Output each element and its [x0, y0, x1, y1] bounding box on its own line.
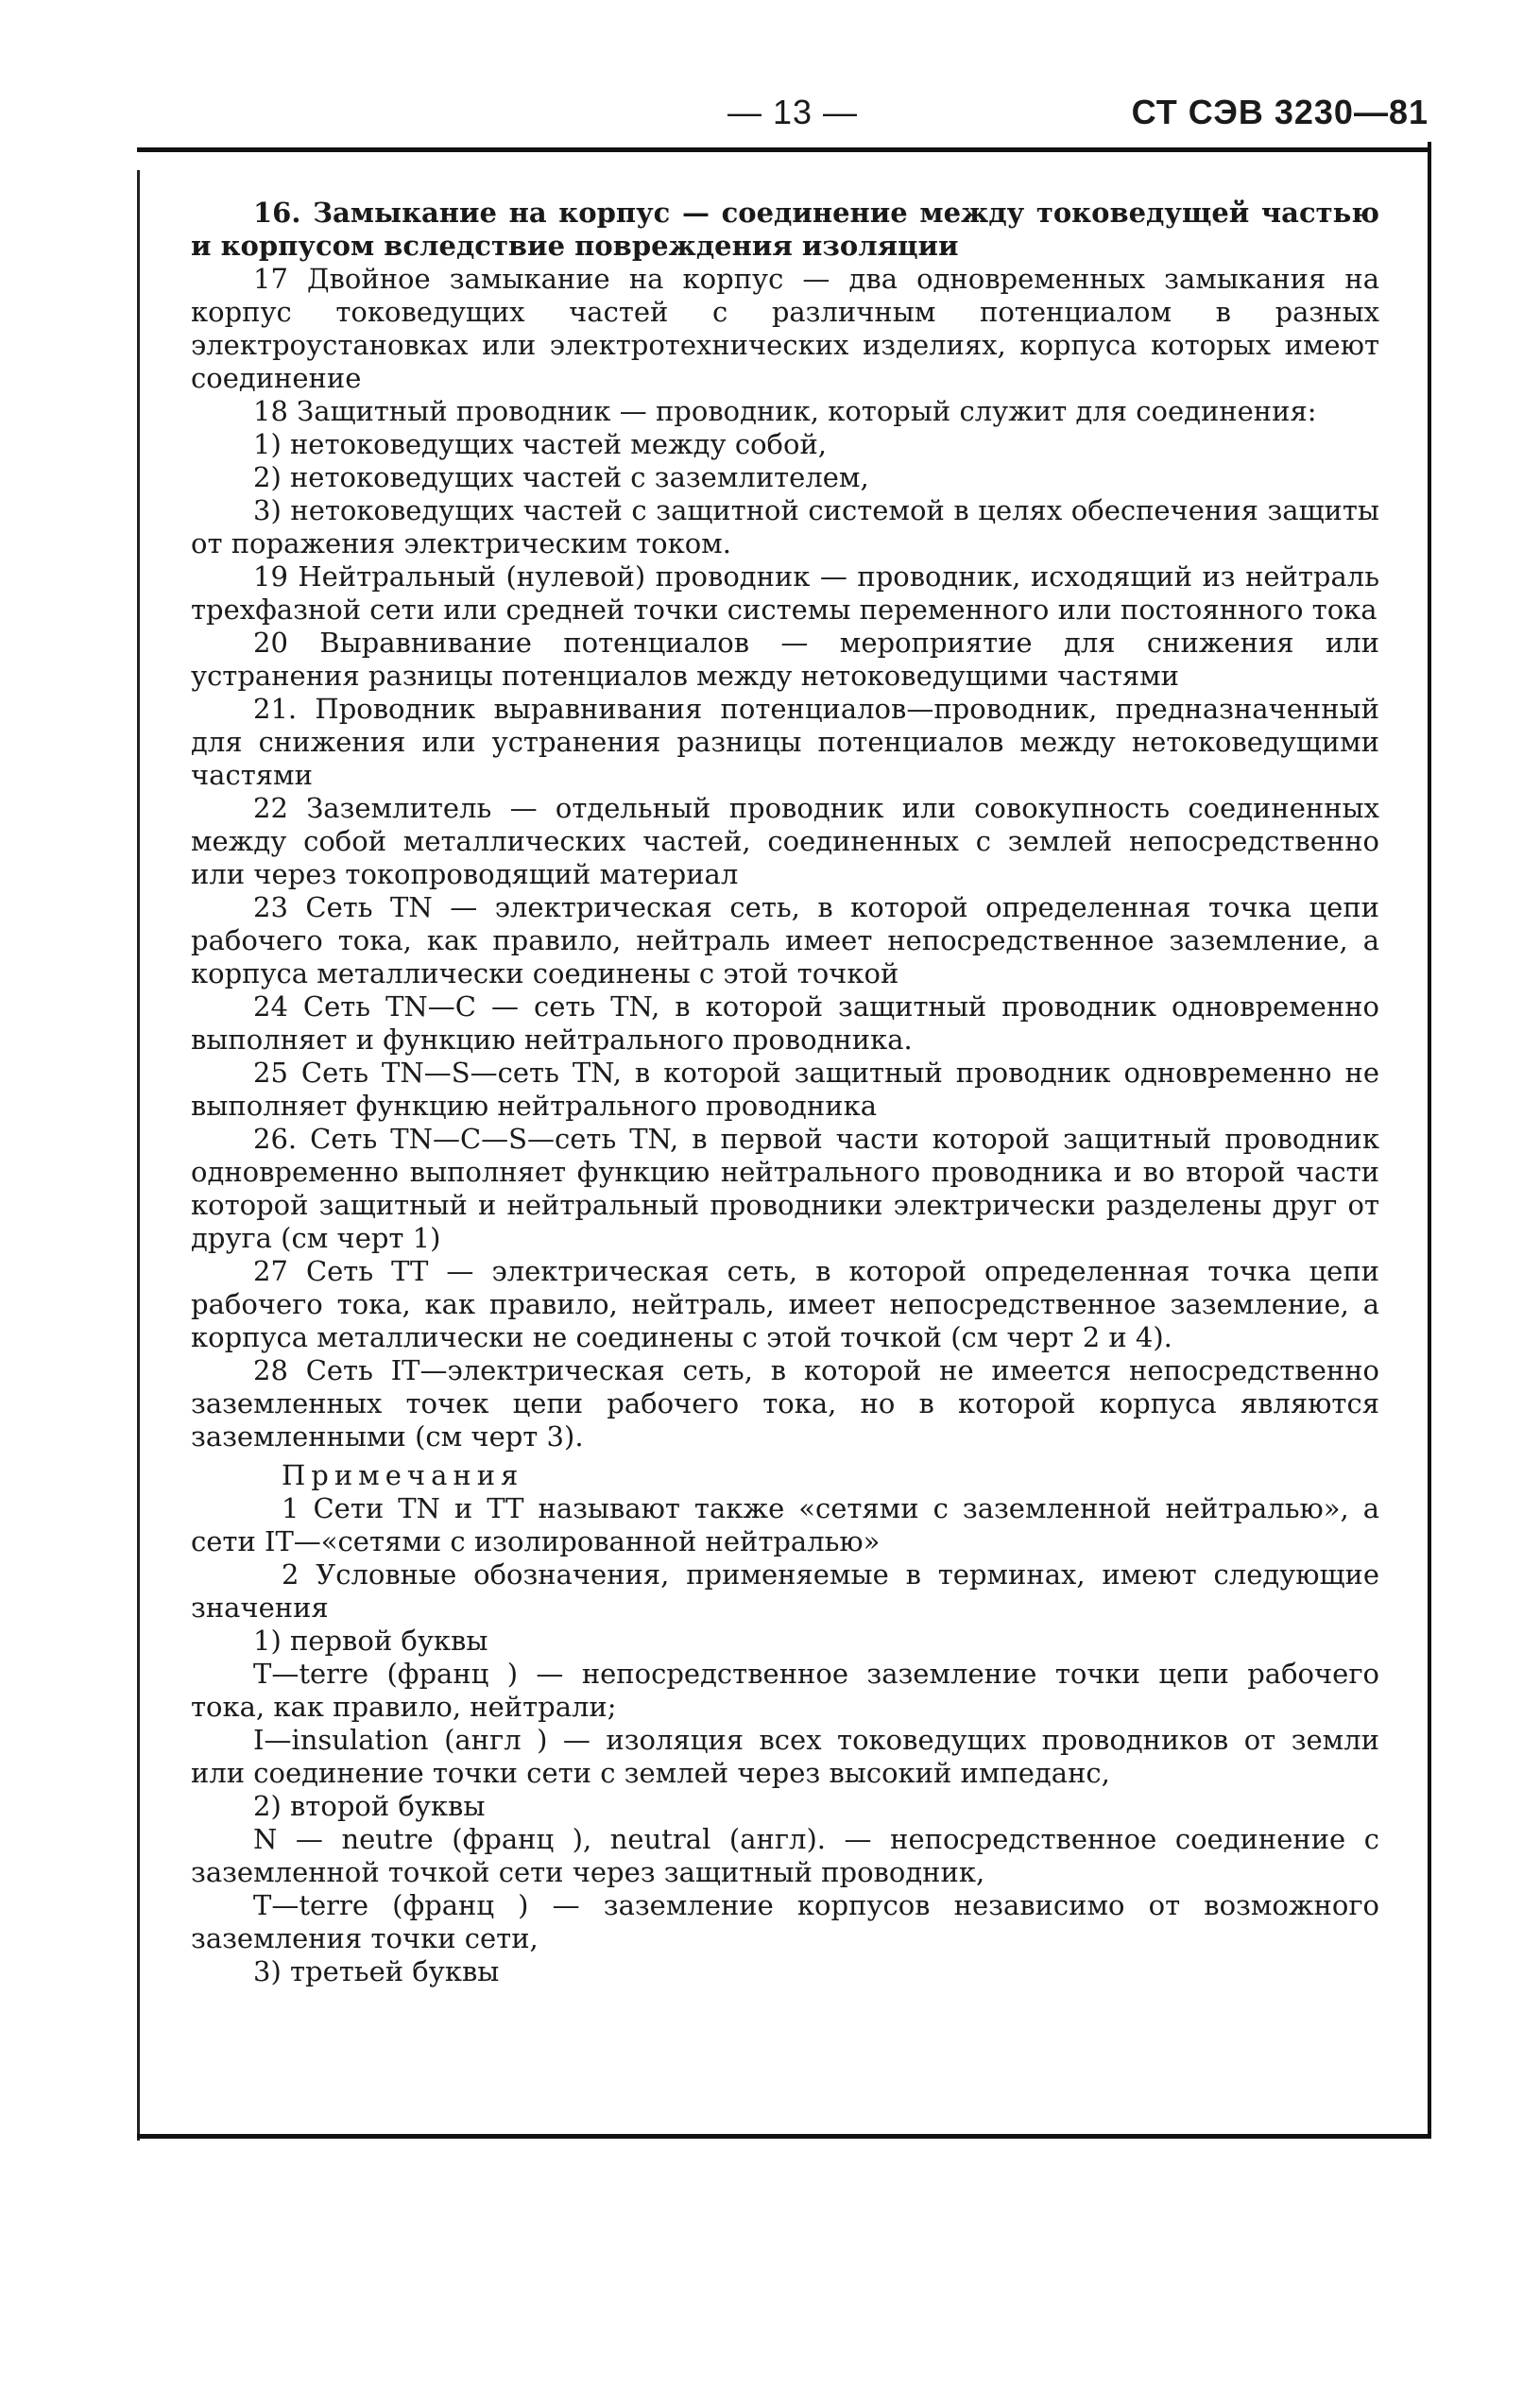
document-body: [191, 197, 1379, 1988]
term-22: 22 Заземлитель — отдельный проводник или совокупность соединенных между собой металлических частей, соединенных с землей непосредственно или через токопроводящий материал: [191, 792, 1379, 890]
note-t-terre-2: T—terre (франц ) — заземление корпусов независимо от возможного заземления точки сети,: [191, 1889, 1379, 1954]
page-number: — 13 —: [727, 93, 859, 131]
term-18: 18 Защитный проводник — проводник, который служит для соединения:: [253, 395, 1317, 427]
term-17: 17 Двойное замыкание на корпус — два одновременных замыкания на корпус токоведущих частей с различным потенциалом в разных электроустановках или электротехнических изделиях, корпуса которых имеют соединение: [191, 263, 1379, 394]
term-16: 16. Замыкание на корпус — соединение между токоведущей частью и корпусом вследствие повреждения изоляции: [191, 197, 1379, 262]
term-26: 26. Сеть TN—C—S—сеть TN, в первой части которой защитный проводник одновременно выполняет функцию нейтрального проводника и во второй части которой защитный и нейтральный проводники электрически разделены друг от друга (см черт 1): [191, 1123, 1379, 1254]
term-18-item-1: 1) нетоковедущих частей между собой,: [253, 428, 827, 460]
note-first-letter: 1) первой буквы: [253, 1625, 488, 1657]
term-21: 21. Проводник выравнивания потенциалов—проводник, предназначенный для снижения или устранения разницы потенциалов между нетоковедущими частями: [191, 693, 1379, 791]
term-24: 24 Сеть TN—C — сеть TN, в которой защитный проводник одновременно выполняет и функцию нейтрального проводника.: [191, 990, 1379, 1056]
terms-list: [191, 197, 1379, 1454]
term-18-item-2: 2) нетоковедущих частей с заземлителем,: [253, 461, 869, 493]
note-n-neutre: N — neutre (франц ), neutral (англ). — непосредственное соединение с заземленной точкой сети через защитный проводник,: [191, 1823, 1379, 1888]
notes-heading: Примечания: [282, 1459, 524, 1491]
note-1: 1 Сети TN и TT называют также «сетями с заземленной нейтралью», а сети IT—«сетями с изолированной нейтралью»: [191, 1492, 1379, 1557]
term-25: 25 Сеть TN—S—сеть TN, в которой защитный проводник одновременно не выполняет функцию нейтрального проводника: [191, 1057, 1379, 1122]
note-t-terre: T—terre (франц ) — непосредственное заземление точки цепи рабочего тока, как правило, нейтрали;: [191, 1658, 1379, 1723]
frame-top-rule: [137, 147, 1431, 152]
term-18-item-3: 3) нетоковедущих частей с защитной системой в целях обеспечения защиты от поражения электрическим током.: [191, 494, 1379, 559]
term-27: 27 Сеть TT — электрическая сеть, в которой определенная точка цепи рабочего тока, как правило, нейтраль, имеет непосредственное заземление, а корпуса металлически не соединены с этой точкой (см черт 2 и 4).: [191, 1255, 1379, 1353]
note-third-letter: 3) третьей буквы: [253, 1955, 500, 1987]
frame-left-rule: [137, 170, 140, 2141]
term-28: 28 Сеть IT—электрическая сеть, в которой не имеется непосредственно заземленных точек цепи рабочего тока, но в которой корпуса являются заземленными (см черт 3).: [191, 1354, 1379, 1453]
frame-right-rule: [1428, 142, 1431, 2136]
document-code: СТ СЭВ 3230—81: [1131, 93, 1429, 131]
note-2: 2 Условные обозначения, применяемые в терминах, имеют следующие значения: [191, 1558, 1379, 1624]
term-19: 19 Нейтральный (нулевой) проводник — проводник, исходящий из нейтраль трехфазной сети или средней точки системы переменного или постоянного тока: [191, 560, 1379, 626]
notes-section: [191, 1459, 1379, 1988]
note-second-letter: 2) второй буквы: [253, 1790, 486, 1822]
term-20: 20 Выравнивание потенциалов — мероприятие для снижения или устранения разницы потенциалов между нетоковедущими частями: [191, 627, 1379, 692]
term-23: 23 Сеть TN — электрическая сеть, в которой определенная точка цепи рабочего тока, как правило, нейтраль имеет непосредственное заземление, а корпуса металлически соединены с этой точкой: [191, 891, 1379, 989]
note-i-insulation: I—insulation (англ ) — изоляция всех токоведущих проводников от земли или соединение точки сети с землей через высокий импеданс,: [191, 1724, 1379, 1789]
frame-bottom-rule: [137, 2134, 1431, 2139]
